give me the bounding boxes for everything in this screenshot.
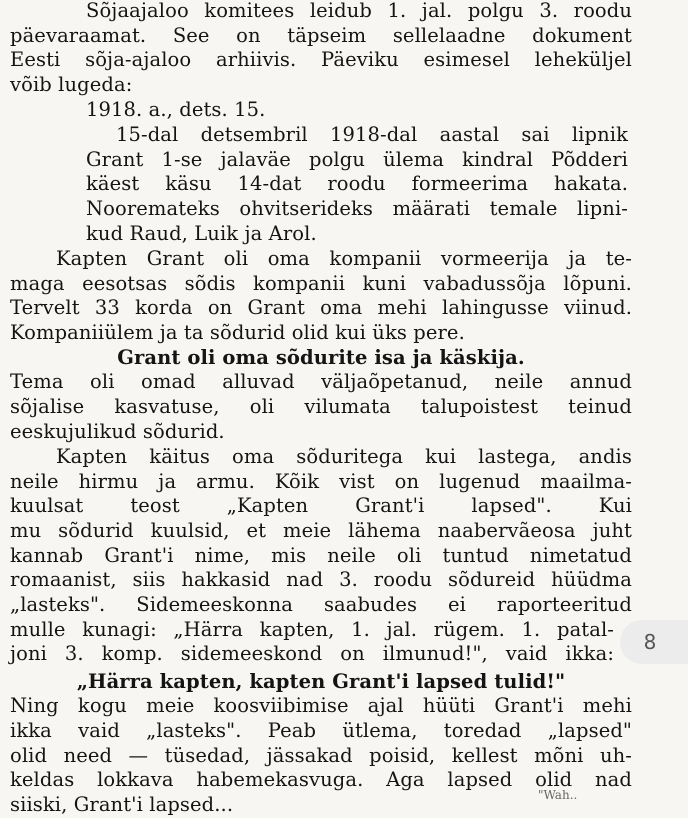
paragraph-5-line-4: keldas lokkava habemekasvuga. Aga lapsed olid nad (10, 768, 632, 792)
paragraph-3-line-3: eeskujulikud sõdurid. (10, 419, 225, 443)
paragraph-2-line-1: Kapten Grant oli oma kompanii vormeerija ja te- (56, 247, 632, 271)
paragraph-2-line-3: Tervelt 33 korda on Grant oma mehi lahingusse viinud. (10, 296, 632, 320)
paragraph-1-line-2: päevaraamat. See on täpseim sellelaadne dokument (10, 23, 632, 47)
paragraph-4-line-9: joni 3. komp. sidemeeskond on ilmunud!", vaid ikka: (10, 642, 614, 666)
paragraph-3-line-1: Tema oli omad alluvad väljaõpetanud, neile annud (10, 370, 632, 394)
paragraph-2-line-2: maga eesotsas sõdis kompanii kuni vabadussõja lõpuni. (10, 271, 632, 295)
paragraph-2-line-4: Kompaniiülem ja ta sõdurid olid kui üks pere. (10, 321, 465, 345)
quote-line-3: käest käsu 14-dat roodu formeerima hakata. (86, 172, 628, 196)
paragraph-4-line-1: Kapten käitus oma sõduritega kui lastega, andis (56, 445, 632, 469)
section-heading-1: Grant oli oma sõdurite isa ja käskija. (117, 345, 525, 369)
paragraph-5-line-1: Ning kogu meie koosviibimise ajal hüüti Grant'i mehi (10, 694, 632, 718)
paragraph-5-line-2: ikka vaid „lasteks". Peab ütlema, toredad „lapsed" (10, 719, 632, 743)
quote-line-4: Nooremateks ohvitserideks määrati temale lipni- (86, 196, 628, 220)
paragraph-5-line-3: olid need — tüsedad, jässakad poisid, kellest mõni uh- (10, 743, 632, 767)
paragraph-4-line-4: mu sõdurid kuulsid, et meie lähema naabervãeosa juht (10, 519, 632, 543)
page-number: 8 (643, 630, 657, 654)
paragraph-4-line-7: „lasteks". Sidemeeskonna saabudes ei raporteeritud (10, 592, 632, 616)
paragraph-1-line-4: võib lugeda: (10, 72, 133, 96)
quote-line-2: Grant 1-se jalaväe polgu ülema kindral Põdderi (86, 147, 628, 171)
paragraph-4-line-2: neile hirmu ja armu. Kõik vist on lugenud maailma- (10, 469, 632, 493)
quote-line-5: kud Raud, Luik ja Arol. (86, 221, 317, 245)
bottom-fragment: "Wah.. (538, 788, 578, 802)
section-heading-2: „Härra kapten, kapten Grant'i lapsed tulid!" (76, 669, 566, 693)
paragraph-1-line-1: Sõjaajaloo komitees leidub 1. jal. polgu 3. roodu (86, 0, 632, 22)
paragraph-4-line-6: romaanist, siis hakkasid nad 3. roodu sõdureid hüüdma (10, 568, 632, 592)
paragraph-4-line-5: kannab Grant'i nime, mis neile oli tuntud nimetatud (10, 543, 632, 567)
quote-line-1: 15-dal detsembril 1918-dal aastal sai lipnik (116, 123, 628, 147)
paragraph-4-line-3: kuulsat teost „Kapten Grant'i lapsed". Kui (10, 494, 632, 518)
date-line: 1918. a., dets. 15. (86, 98, 266, 122)
paragraph-5-line-5: siiski, Grant'i lapsed... (10, 792, 234, 816)
paragraph-4-line-8: mulle kunagi: „Härra kapten, 1. jal. rügem. 1. patal- (10, 617, 614, 641)
paragraph-1-line-3: Eesti sõja-ajaloo arhiivis. Päeviku esimesel leheküljel (10, 48, 632, 72)
paragraph-3-line-2: sõjalise kasvatuse, oli vilumata talupoistest teinud (10, 394, 632, 418)
page-number-badge (620, 620, 688, 664)
